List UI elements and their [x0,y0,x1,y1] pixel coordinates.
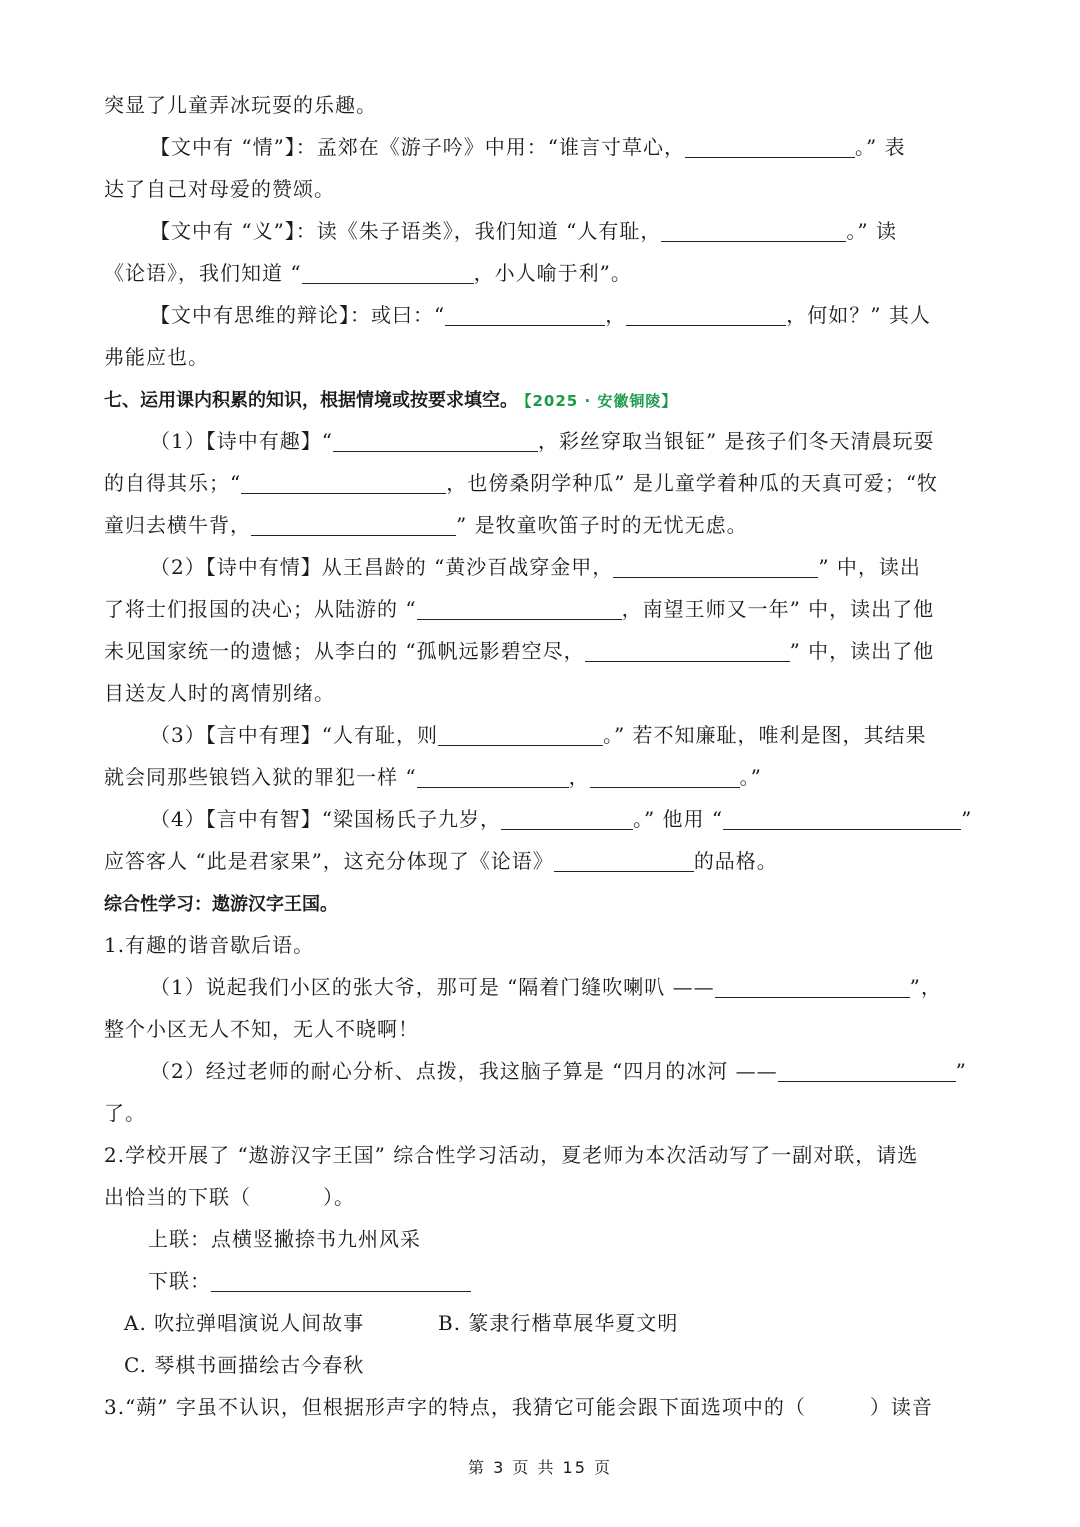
answer-blank[interactable] [438,723,603,746]
text: ）读音 [869,1395,933,1419]
text: 《论语》，我们知道 “ [104,261,302,285]
text: ，小人喻于利”。 [473,261,632,285]
text: 了。 [104,1101,146,1125]
text: ， [605,303,627,327]
text-line [104,846,976,876]
question-yi [150,216,976,246]
answer-blank[interactable] [613,555,818,578]
text: （1）【诗中有趣】“ [150,429,333,453]
answer-blank[interactable] [554,849,694,872]
couplet-upper [148,1224,748,1254]
text: （4）【言中有智】“梁国杨氏子九岁， [150,807,501,831]
question-qing [150,132,976,162]
answer-blank[interactable] [585,639,790,662]
section-heading [104,888,976,920]
answer-blank[interactable] [333,429,538,452]
text-line [104,1182,976,1212]
text: 整个小区无人不知，无人不晓啊！ [104,1017,419,1041]
text: 了将士们报国的决心；从陆游的 “ [104,597,417,621]
option-c[interactable] [124,1350,364,1380]
text: ，彩丝穿取当银钲” 是孩子们冬天清晨玩耍 [537,429,935,453]
text-line [104,342,976,372]
text: 达了自己对母爱的赞颂。 [104,177,335,201]
text-line [104,930,976,960]
text: ” 中，读出了他 [789,639,935,663]
couplet-lower [148,1266,748,1296]
text: （1）说起我们小区的张大爷，那可是 “隔着门缝吹喇叭 —— [150,975,715,999]
text: ” 是牧童吹笛子时的无忧无虑。 [456,513,748,537]
text: 【文中有 “义”】：读《朱子语类》，我们知道 “人有耻， [150,219,662,243]
text-line [104,636,976,666]
text: 弗能应也。 [104,345,209,369]
question-4 [150,804,976,834]
answer-blank[interactable] [661,219,846,242]
text: 。” 他用 “ [632,807,724,831]
option-text: C. 琴棋书画描绘古今春秋 [124,1353,365,1377]
text: 的自得其乐；“ [104,471,242,495]
text: ，南望王师又一年” 中，读出了他 [621,597,935,621]
text: ”， [909,975,942,999]
text-line [104,468,976,498]
section-heading [104,384,976,416]
answer-blank[interactable] [417,597,622,620]
text-line [104,762,976,792]
source-tag: 【2025 · 安徽铜陵】 [524,392,678,410]
text: ）。 [323,1185,355,1209]
text: （2）【诗中有情】从王昌龄的 “黄沙百战穿金甲， [150,555,614,579]
text-line [104,594,976,624]
answer-blank[interactable] [590,765,740,788]
text: 的品格。 [693,849,778,873]
text: 3.“蒴” 字虽不认识，但根据形声字的特点，我猜它可能会跟下面选项中的（ [104,1395,806,1419]
question-1 [150,426,976,456]
text: ，也傍桑阴学种瓜” 是儿童学着种瓜的天真可爱；“牧 [446,471,939,495]
text: ” [961,807,973,831]
text: 【文中有思维的辩论】：或曰：“ [150,303,446,327]
text-line [104,678,976,708]
heading-text: 七、运用课内积累的知识，根据情境或按要求填空。 [104,390,518,411]
question-3 [150,720,976,750]
text: 下联： [148,1269,211,1293]
answer-blank[interactable] [715,975,910,998]
answer-blank[interactable] [251,513,456,536]
text: 就会同那些锒铛入狱的罪犯一样 “ [104,765,417,789]
answer-blank[interactable] [302,261,474,284]
option-text: B. 篆隶行楷草展华夏文明 [438,1311,679,1335]
text: 。” 若不知廉耻，唯利是图，其结果 [602,723,927,747]
option-a[interactable] [124,1308,364,1338]
option-b[interactable] [438,1308,678,1338]
question-3 [104,1392,976,1422]
text: 童归去横牛背， [104,513,251,537]
text: （2）经过老师的耐心分析、点拨，我这脑子算是 “四月的冰河 —— [150,1059,778,1083]
text-line [104,174,976,204]
text: 。” [739,765,762,789]
question-2 [104,1140,976,1170]
answer-blank[interactable] [723,807,961,830]
answer-blank[interactable] [778,1059,956,1082]
text: 。” 表 [855,135,906,159]
text: 上联：点横竖撇捺书九州风采 [148,1227,421,1251]
text-line [104,1014,976,1044]
answer-blank[interactable] [241,471,446,494]
text: （3）【言中有理】“人有耻，则 [150,723,438,747]
text: 2.学校开展了 “遨游汉字王国” 综合性学习活动，夏老师为本次活动写了一副对联，请选 [104,1143,919,1167]
question-2 [150,552,976,582]
answer-blank[interactable] [501,807,633,830]
text: ，何如？” 其人 [786,303,931,327]
question-1-1 [150,972,976,1002]
text: 。” 读 [846,219,897,243]
text-line [104,510,976,540]
page-number: 第 3 页 共 15 页 [468,1458,612,1477]
text: 突显了儿童弄冰玩耍的乐趣。 [104,93,377,117]
text: 1.有趣的谐音歇后语。 [104,933,315,957]
text-line [104,90,976,120]
text: 【文中有 “情”】：孟郊在《游子吟》中用：“谁言寸草心， [150,135,686,159]
text: 出恰当的下联（ [104,1185,251,1209]
text: 目送友人时的离情别绪。 [104,681,335,705]
answer-blank[interactable] [626,303,786,326]
text: ” 中，读出 [818,555,921,579]
question-bianlun [150,300,976,330]
answer-blank[interactable] [417,765,569,788]
text: 未见国家统一的遗憾；从李白的 “孤帆远影碧空尽， [104,639,585,663]
text-line [104,258,976,288]
text: ” [955,1059,967,1083]
text-line [104,1098,976,1128]
heading-text: 综合性学习：遨游汉字王国。 [104,894,338,915]
answer-blank[interactable] [445,303,605,326]
answer-blank[interactable] [211,1269,471,1292]
text: ， [568,765,590,789]
text: 应答客人 “此是君家果”，这充分体现了《论语》 [104,849,554,873]
answer-blank[interactable] [685,135,855,158]
option-text: A. 吹拉弹唱演说人间故事 [124,1311,365,1335]
question-1-2 [150,1056,976,1086]
